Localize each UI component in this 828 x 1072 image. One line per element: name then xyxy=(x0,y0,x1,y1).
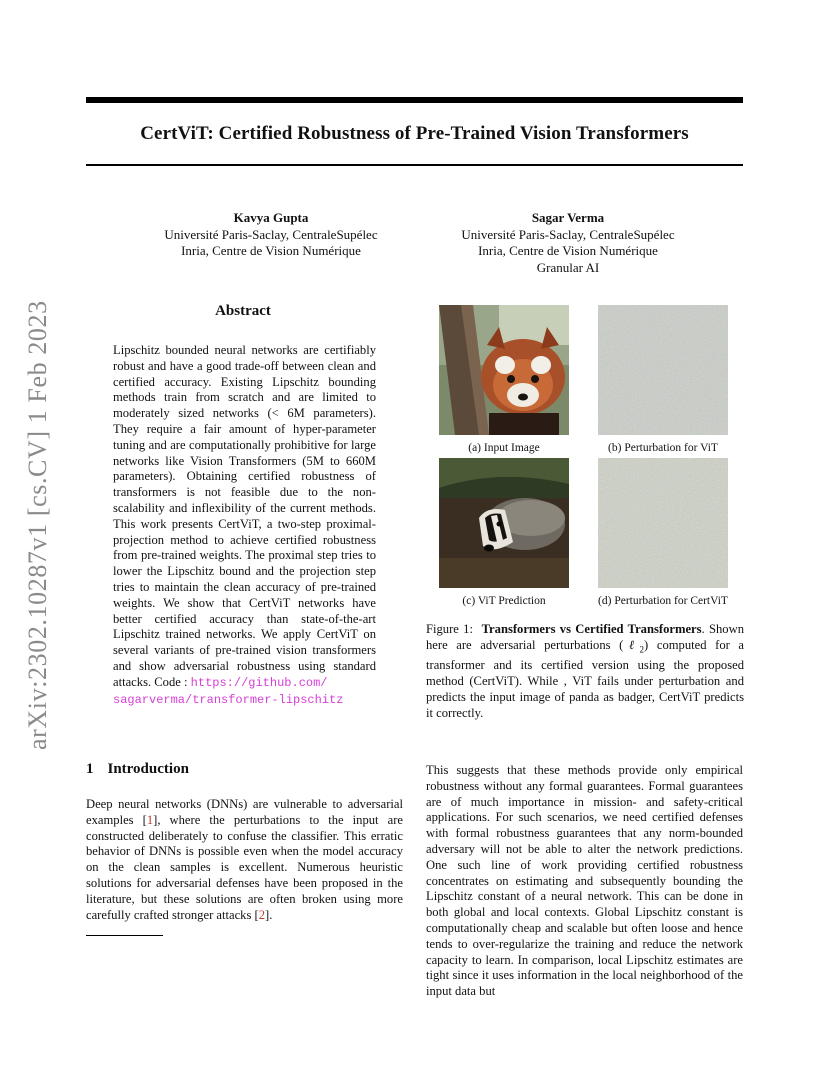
figure-image-perturbation-vit xyxy=(598,305,728,435)
author-affiliation: Inria, Centre de Vision Numérique xyxy=(181,243,361,258)
figure-image-input xyxy=(439,305,569,435)
subcaption-d: (d) Perturbation for CertViT xyxy=(598,595,728,607)
figure-caption-math: ℓ xyxy=(623,637,640,652)
intro-text: ], where the perturbations to the input are constructed deliberately to confuse the classifier. This erratic behavior of DNNs is possible even when the model accuracy on the clean samples is excellent. Numerous heuristic solutions for adversarial defenses have been proposed in the literature, but these solutions are often broken using more carefully crafted stronger attacks [ xyxy=(86,812,403,922)
top-rule xyxy=(86,97,743,103)
citation-link[interactable]: 2 xyxy=(258,907,266,922)
intro-text: ]. xyxy=(265,907,273,922)
abstract-body: Lipschitz bounded neural networks are certifiably robust and have a good trade-off between clean and certified accuracy. Existing Lipschitz bounding methods train from scratch and are limited to moderately sized networks (< 6M parameters). They require a fair amount of hyper-parameter tuning and are computationally prohibitive for large networks like Vision Transformers (5M to 660M parameters). Obtaining certified robustness of transformers is not feasible due to the non-scalability and inflexibility of the current methods. This work presents CertViT, a two-step proximal-projection method to achieve certified robustness from pre-trained weights. The proximal step tries to lower the Lipschitz bound and the projection step tries to maintain the clean accuracy of pre-trained weights. We show that CertViT networks have better certified accuracy than state-of-the-art Lipschitz trained networks. We apply CertViT on several variants of pre-trained vision transformers and show adversarial robustness using standard attacks. xyxy=(113,343,376,689)
author-affiliation: Granular AI xyxy=(536,259,600,275)
figure-image-perturbation-certvit xyxy=(598,458,728,588)
footnote-rule xyxy=(86,935,163,936)
paper-title: CertViT: Certified Robustness of Pre-Trained Vision Transformers xyxy=(140,123,689,144)
section-title: Introduction xyxy=(107,761,189,777)
author-block-2 xyxy=(424,210,712,276)
title-rule xyxy=(86,164,743,166)
subcaption-b: (b) Perturbation for ViT xyxy=(608,442,718,454)
subcaption-c: (c) ViT Prediction xyxy=(462,595,546,607)
citation-link[interactable]: 1 xyxy=(146,812,154,827)
figure-caption xyxy=(426,622,744,721)
author-affiliation: Inria, Centre de Vision Numérique xyxy=(478,243,658,258)
section-number: 1 xyxy=(86,761,94,777)
author-name: Kavya Gupta xyxy=(233,210,309,225)
subcaption-a: (a) Input Image xyxy=(468,442,540,454)
figure-caption-label: Figure 1: xyxy=(426,622,473,636)
author-name: Sagar Verma xyxy=(531,210,605,225)
author-block-1 xyxy=(140,210,402,260)
abstract-heading: Abstract xyxy=(215,303,271,319)
code-url-line2[interactable]: sagarverma/transformer-lipschitz xyxy=(113,692,344,707)
arxiv-identifier: arXiv:2302.10287v1 [cs.CV] 1 Feb 2023 xyxy=(23,300,52,750)
figure-caption-bold: Transformers vs Certified Transformers xyxy=(481,622,702,636)
figure-image-vit-prediction xyxy=(439,458,569,588)
abstract-text xyxy=(113,343,376,708)
section-heading xyxy=(86,761,189,778)
code-url-line1[interactable]: https://github.com/ xyxy=(190,675,328,690)
figure-caption-math-sub: 2 xyxy=(639,644,645,655)
code-label: Code : xyxy=(154,674,188,689)
author-affiliation: Université Paris-Saclay, CentraleSupélec xyxy=(461,226,675,242)
figure-caption-text: . Shown here are adversarial perturbations ( xyxy=(426,622,744,652)
author-affiliation: Université Paris-Saclay, CentraleSupélec xyxy=(164,226,378,242)
intro-paragraph-right: This suggests that these methods provide only empirical robustness without any formal guarantees. Formal guarantees are of much importance in mission- and safety-critical applications. For such scenarios, we need certified defenses with formal robustness guarantees that any norm-bounded adversary will not be able to alter the network predictions. One such line of work providing certified robustness concentrates on estimating and subsequently bounding the Lipschitz constant of a neural network. This can be done in both global and local contexts. Global Lipschitz constant is computationally cheap and scalable but often loose and hence tends to over-regularize the training and reduce the network capacity to learn. In comparison, local Lipschitz estimates are tight since it uses information in the local neighborhood of the input data but xyxy=(426,763,743,999)
figure-caption-text: ) computed for a transformer and its certified version using the proposed method (CertViT). While , ViT fails under perturbation and predicts the input image of panda as badger, CertViT predicts it correctly. xyxy=(426,637,745,720)
intro-text: Deep neural networks (DNNs) are vulnerable to adversarial examples [ xyxy=(86,797,403,827)
intro-paragraph-left xyxy=(86,797,403,923)
